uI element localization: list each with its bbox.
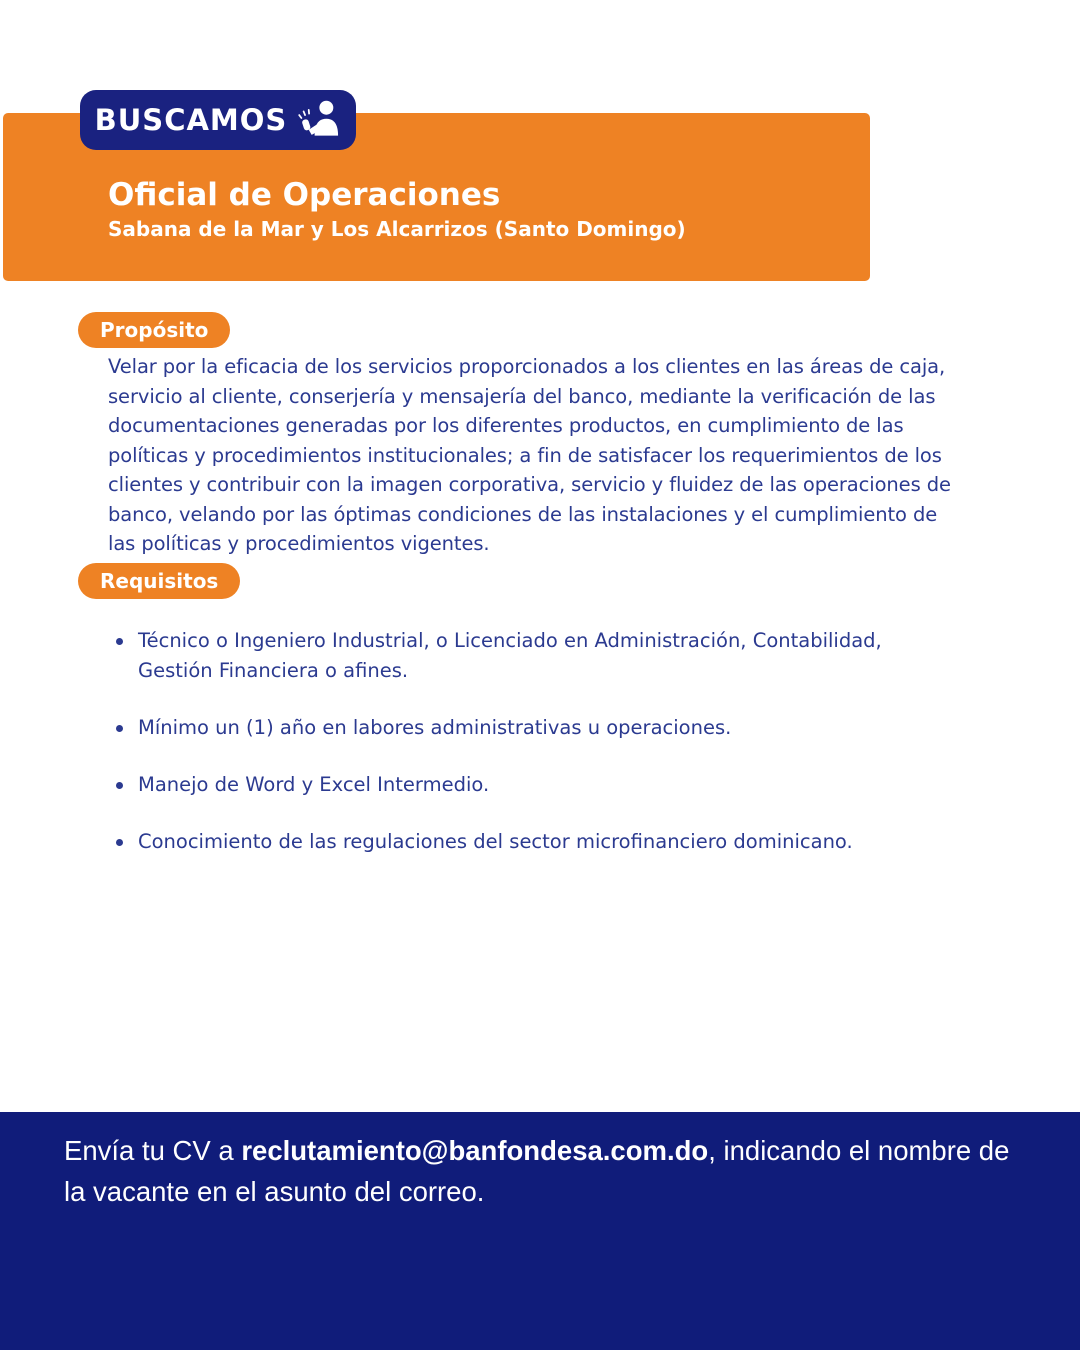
requirement-item: Conocimiento de las regulaciones del sector microfinanciero dominicano. (112, 827, 912, 857)
buscamos-label: BUSCAMOS (94, 103, 288, 137)
footer-bar (0, 1112, 1080, 1350)
job-title: Oficial de Operaciones (108, 177, 501, 213)
purpose-paragraph: Velar por la eficacia de los servicios proporcionados a los clientes en las áreas de caja, servicio al cliente, conserjería y mensajería del banco, mediante la verificación de las documentaciones generadas por los diferentes productos, en cumplimiento de las políticas y procedimientos institucionales; a fin de satisfacer los requerimientos de los clientes y contribuir con la imagen corporativa, servicio y fluidez de las operaciones de banco, velando por las óptimas condiciones de las instalaciones y el cumplimiento de las políticas y procedimientos vigentes. (108, 355, 951, 555)
requisitos-label: Requisitos (100, 569, 219, 593)
requirement-item: Manejo de Word y Excel Intermedio. (112, 770, 912, 800)
cv-text-after: , indicando el nombre de la vacante en el asunto del correo. (64, 1135, 1010, 1207)
requirement-item: Técnico o Ingeniero Industrial, o Licenciado en Administración, Contabilidad, Gestión Financiera o afines. (112, 626, 912, 686)
requirement-item: Mínimo un (1) año en labores administrativas u operaciones. (112, 713, 912, 743)
requisitos-pill (78, 563, 240, 599)
buscamos-badge (80, 90, 356, 150)
proposito-pill (78, 312, 230, 348)
requirements-list (112, 626, 912, 884)
recruitment-email: reclutamiento@banfondesa.com.do (241, 1135, 709, 1166)
cv-text-before: Envía tu CV a (64, 1135, 242, 1166)
proposito-label: Propósito (100, 318, 209, 342)
waving-person-icon (297, 98, 341, 142)
job-location: Sabana de la Mar y Los Alcarrizos (Santo Domingo) (108, 217, 686, 241)
cv-instructions (64, 1130, 1014, 1212)
